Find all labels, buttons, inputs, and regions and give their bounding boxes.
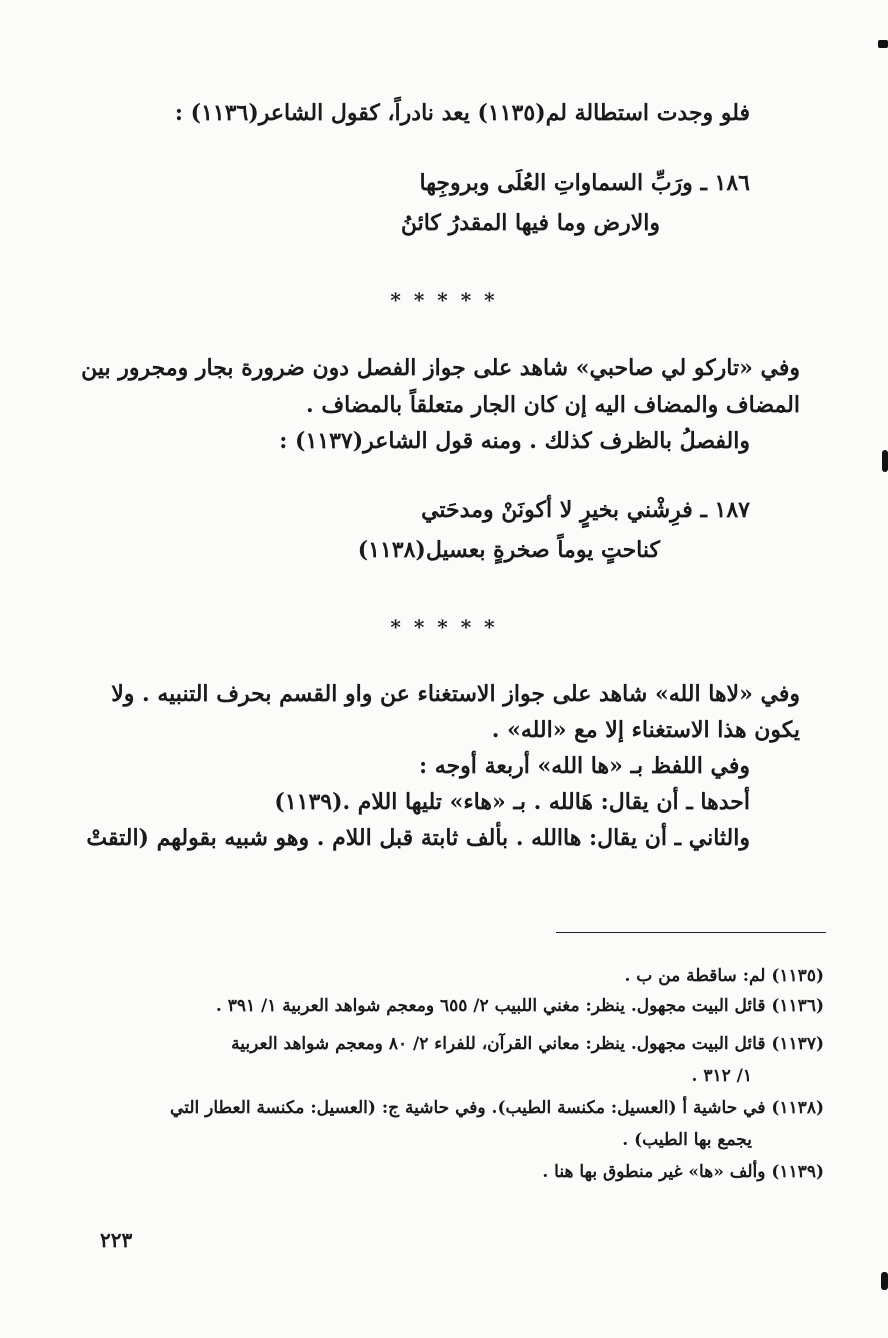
- verse-186-second-half: والارض وما فيها المقدرُ كائنُ: [400, 210, 660, 236]
- section-separator-1: * * * * *: [390, 288, 498, 312]
- body-line-4: وفي «تاركو لي صاحبي» شاهد على جواز الفصل دون ضرورة بجار ومجرور بين: [81, 355, 800, 381]
- body-line-13: والثاني ـ أن يقال: هاالله . بألف ثابتة قبل اللام . وهو شبيه بقولهم (التقتْ: [86, 825, 750, 851]
- body-line-10: يكون هذا الاستغناء إلا مع «الله» .: [491, 717, 800, 743]
- body-line-11: وفي اللفظ بـ «ها الله» أربعة أوجه :: [419, 753, 750, 779]
- body-line-9: وفي «لاها الله» شاهد على جواز الاستغناء عن واو القسم بحرف التنبيه . ولا: [111, 681, 800, 707]
- footnote-1136: (١١٣٦) قائل البيت مجهول. ينظر: مغني اللبيب ٢/ ٦٥٥ ومعجم شواهد العربية ١/ ٣٩١ .: [215, 996, 824, 1016]
- verse-186-first-half: ١٨٦ ـ ورَبِّ السماواتِ العُلَى وبروجِها: [419, 170, 750, 196]
- footnote-1138: (١١٣٨) في حاشية أ (العسيل: مكنسة الطيب). وفي حاشية ج: (العسيل: مكنسة العطار التي: [170, 1098, 824, 1118]
- verse-187-second-half: كناحتٍ يوماً صخرةٍ بعسيل(١١٣٨): [357, 537, 660, 563]
- body-line-5: المضاف والمضاف اليه إن كان الجار متعلقاً بالمضاف .: [306, 392, 800, 418]
- footnote-1137-continued: ١/ ٣١٢ .: [691, 1066, 752, 1086]
- footnote-1138-continued: يجمع بها الطيب) .: [622, 1130, 752, 1150]
- page-number: ٢٢٣: [100, 1228, 133, 1252]
- body-line-1: فلو وجدت استطالة لم(١١٣٥) يعد نادراً، كقول الشاعر(١١٣٦) :: [174, 100, 750, 126]
- body-line-12: أحدها ـ أن يقال: هَالله . بـ «هاء» تليها اللام .(١١٣٩): [274, 789, 750, 815]
- edge-mark-bottom: [881, 1272, 888, 1290]
- edge-mark-top: [878, 40, 888, 48]
- section-separator-2: * * * * *: [390, 615, 498, 639]
- footnote-1135: (١١٣٥) لم: ساقطة من ب .: [624, 966, 824, 986]
- footnote-1137: (١١٣٧) قائل البيت مجهول. ينظر: معاني القرآن، للفراء ٢/ ٨٠ ومعجم شواهد العربية: [231, 1034, 824, 1054]
- verse-187-first-half: ١٨٧ ـ فرِشْني بخيرٍ لا أكونَنْ ومدحَتي: [421, 497, 750, 523]
- body-line-6: والفصلُ بالظرف كذلك . ومنه قول الشاعر(١١٣٧) :: [279, 428, 750, 454]
- edge-mark-middle: [882, 450, 888, 472]
- footnote-1139: (١١٣٩) وألف «ها» غير منطوق بها هنا .: [542, 1162, 824, 1182]
- footnote-separator-rule: [556, 932, 826, 933]
